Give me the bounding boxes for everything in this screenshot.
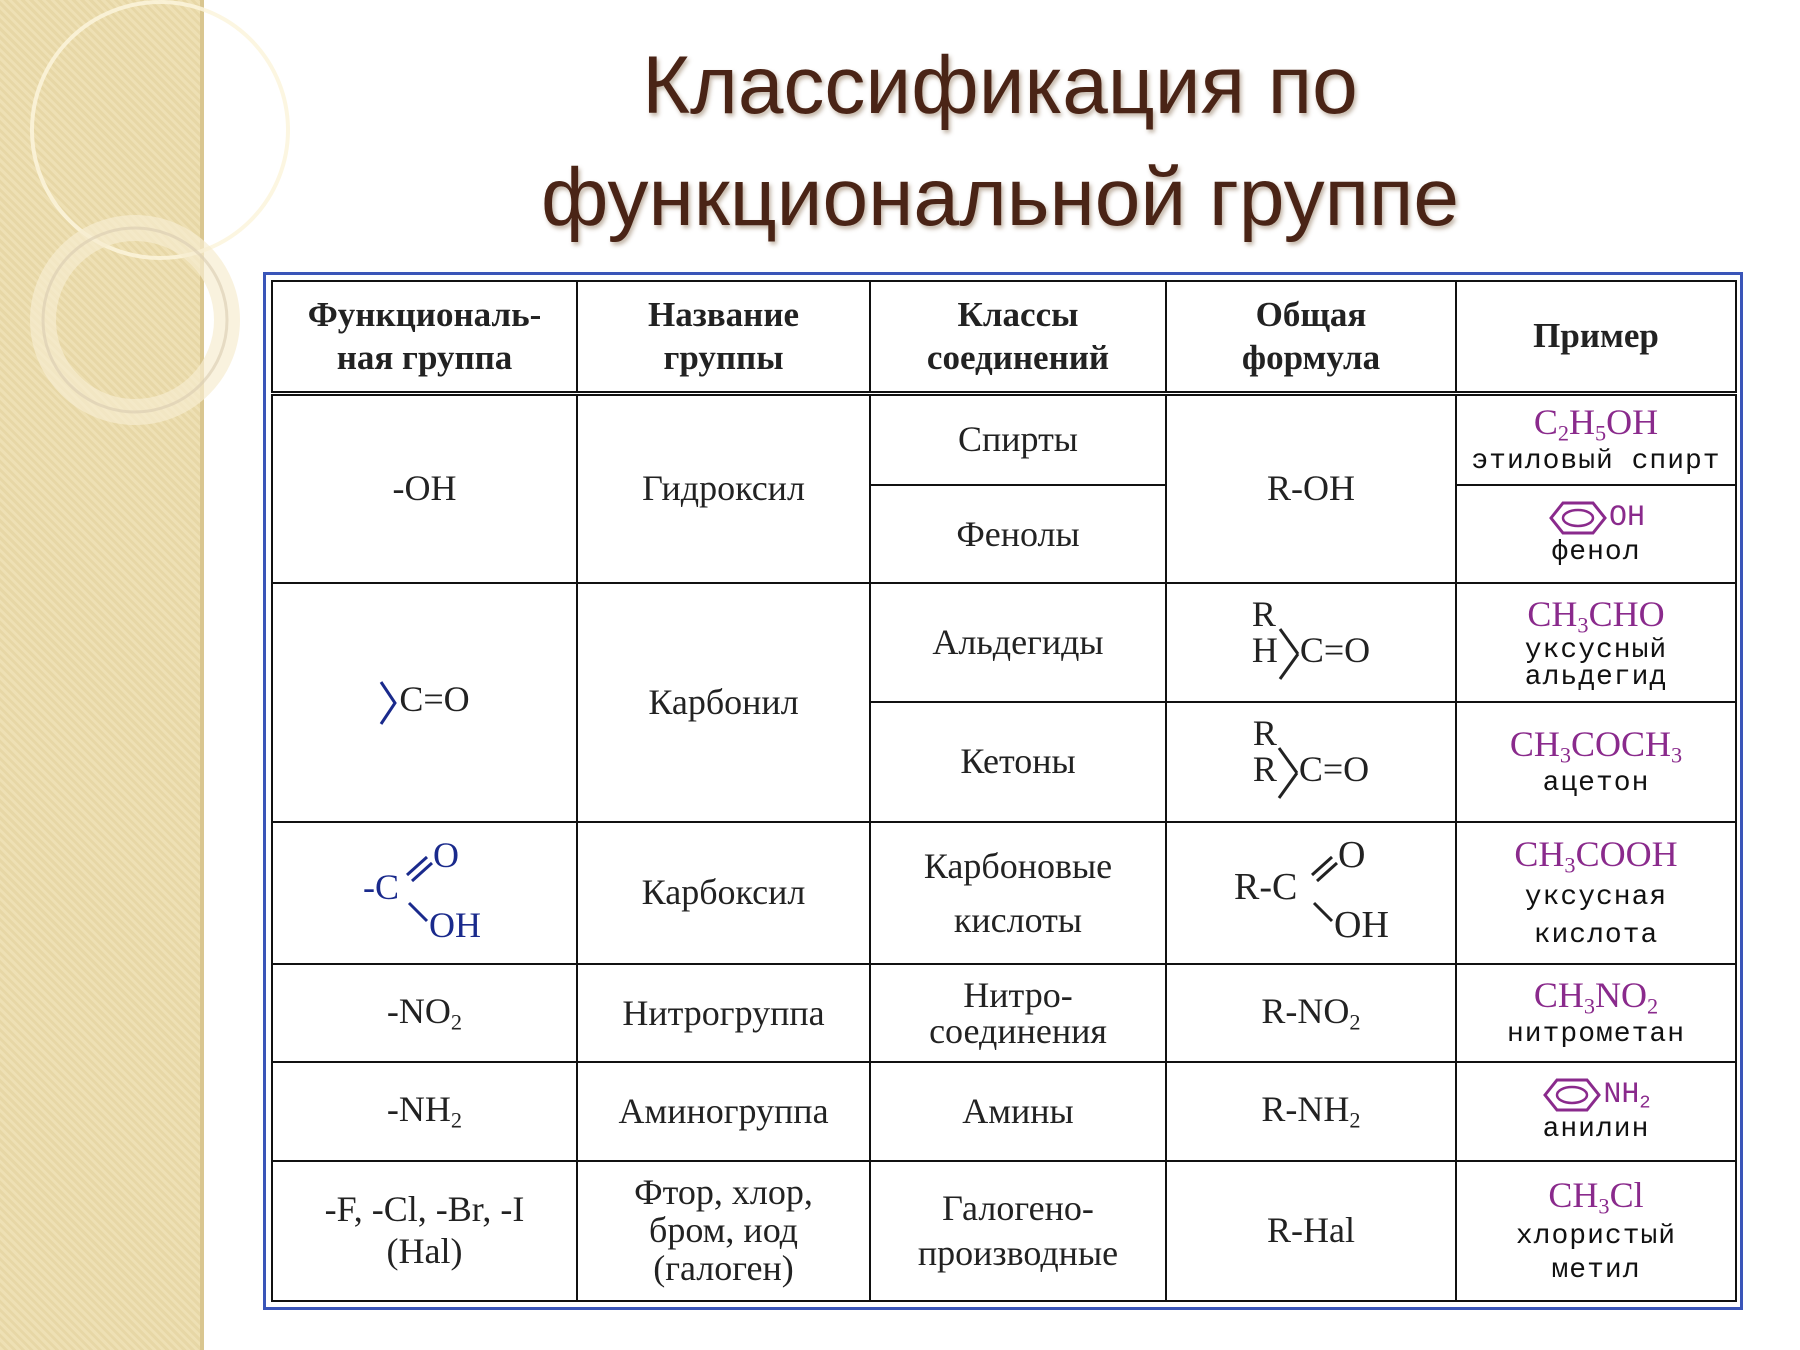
methyl-chloride-name-line2: метил [1551,1254,1641,1286]
title-line-2: функциональной группе [540,152,1459,243]
acetone-name: ацетон [1542,767,1650,799]
nitromethane-formula: $CH_3NO_2$ [1533,975,1659,1019]
halogen-name: Фтор, хлор, бром, иод (галоген) [577,1161,870,1301]
ethanol-name: этиловый спирт [1471,445,1721,477]
header-class-line2: соединений [926,338,1110,378]
nitro-group: $-NO_2$ [272,964,577,1062]
amino-formula: $R-NH_2$ [1166,1062,1456,1160]
header-group-name [577,281,870,393]
carboxyl-formula-structure [1226,833,1396,943]
header-group-line1: Функциональ- [307,294,542,334]
class-halogen-derivatives: Галогено- производные [870,1161,1166,1301]
halogen-group: -F, -Cl, -Br, -I (Hal) [272,1161,577,1301]
example-acetic-acid [1456,822,1736,964]
carboxyl-group [272,822,577,964]
bond-lines-icon [1278,619,1300,689]
header-row [272,281,1736,393]
header-functional-group [272,281,577,393]
acetone-formula: $CH_3COCH_3$ [1509,723,1683,768]
class-alcohols: Спирты [870,393,1166,485]
page-title [240,30,1760,254]
header-class-line1: Классы [957,294,1079,334]
example-acetone [1456,702,1736,822]
class-amines: Амины [870,1062,1166,1160]
hydroxyl-name: Гидроксил [577,393,870,583]
acetic-acid-name-line1: уксусная [1524,882,1668,914]
benzene-ring-icon [1547,499,1609,537]
aniline-structure: $NH_2$ [1461,1076,1731,1114]
phenol-name: фенол [1551,537,1641,569]
methyl-chloride-formula: $CH_3Cl$ [1548,1175,1644,1219]
table-row [272,1062,1736,1160]
svg-text:-C: -C [362,867,399,908]
functional-groups-table [263,272,1743,1310]
example-nitromethane [1456,964,1736,1062]
bond-bracket-icon [379,680,399,726]
acetaldehyde-formula: $CH_3CHO$ [1527,593,1665,638]
table-row [272,583,1736,701]
ketone-substituents: R R [1252,713,1277,790]
class-carboxylic-acids: Карбоновые кислоты [870,822,1166,964]
amino-group: $-NH_2$ [272,1062,577,1160]
ethanol-formula: $C_2H_5OH$ [1533,401,1659,446]
carboxyl-name: Карбоксил [577,822,870,964]
header-formula-line1: Общая [1255,294,1367,334]
svg-text:O: O [432,835,459,876]
svg-text:OH: OH [428,905,481,944]
class-ketones: Кетоны [870,702,1166,822]
acetaldehyde-name-line2: альдегид [1524,661,1668,693]
acetaldehyde-name-line1: уксусный [1524,635,1668,667]
ketone-formula: R R C=O [1166,702,1456,822]
aldehyde-substituents: R H [1251,594,1278,671]
class-phenols: Фенолы [870,485,1166,583]
header-formula-line2: формула [1241,338,1381,378]
class-nitro-compounds: Нитро- соединения [870,964,1166,1062]
acetic-acid-formula: $CH_3COOH$ [1514,833,1678,878]
table-row [272,822,1736,964]
halogen-formula: R-Hal [1166,1161,1456,1301]
svg-text:R-C: R-C [1234,866,1298,909]
svg-text:O: O [1338,834,1366,877]
aniline-name: анилин [1542,1114,1650,1146]
carboxyl-structure [355,833,495,943]
hydroxyl-formula: R-OH [1166,393,1456,583]
table-row [272,964,1736,1062]
carbonyl-group: C=O [272,583,577,822]
bond-lines-icon [1277,738,1299,808]
table-row [272,1161,1736,1301]
header-general-formula [1166,281,1456,393]
nitro-name: Нитрогруппа [577,964,870,1062]
nitromethane-name: нитрометан [1506,1019,1686,1051]
header-group-line2: ная группа [336,338,513,378]
header-name-line2: группы [663,338,784,378]
carbonyl-name: Карбонил [577,583,870,822]
nitro-formula: $R-NO_2$ [1166,964,1456,1062]
example-phenol [1456,485,1736,583]
header-example: Пример [1456,281,1736,393]
svg-text:OH: OH [1334,904,1389,944]
aldehyde-formula: R H C=O [1166,583,1456,701]
header-name-line1: Название [647,294,800,334]
amino-name: Аминогруппа [577,1062,870,1160]
example-aniline [1456,1062,1736,1160]
table-row [272,393,1736,485]
methyl-chloride-name-line1: хлористый [1515,1221,1677,1253]
header-compound-classes [870,281,1166,393]
carboxyl-formula [1166,822,1456,964]
class-aldehydes: Альдегиды [870,583,1166,701]
example-acetaldehyde [1456,583,1736,701]
hydroxyl-group: -OH [272,393,577,583]
example-ethanol [1456,393,1736,485]
benzene-ring-icon [1541,1076,1603,1114]
phenol-structure: OH [1461,499,1731,537]
acetic-acid-name-line2: кислота [1533,919,1659,951]
example-methyl-chloride [1456,1161,1736,1301]
title-line-1: Классификация по [642,40,1358,131]
